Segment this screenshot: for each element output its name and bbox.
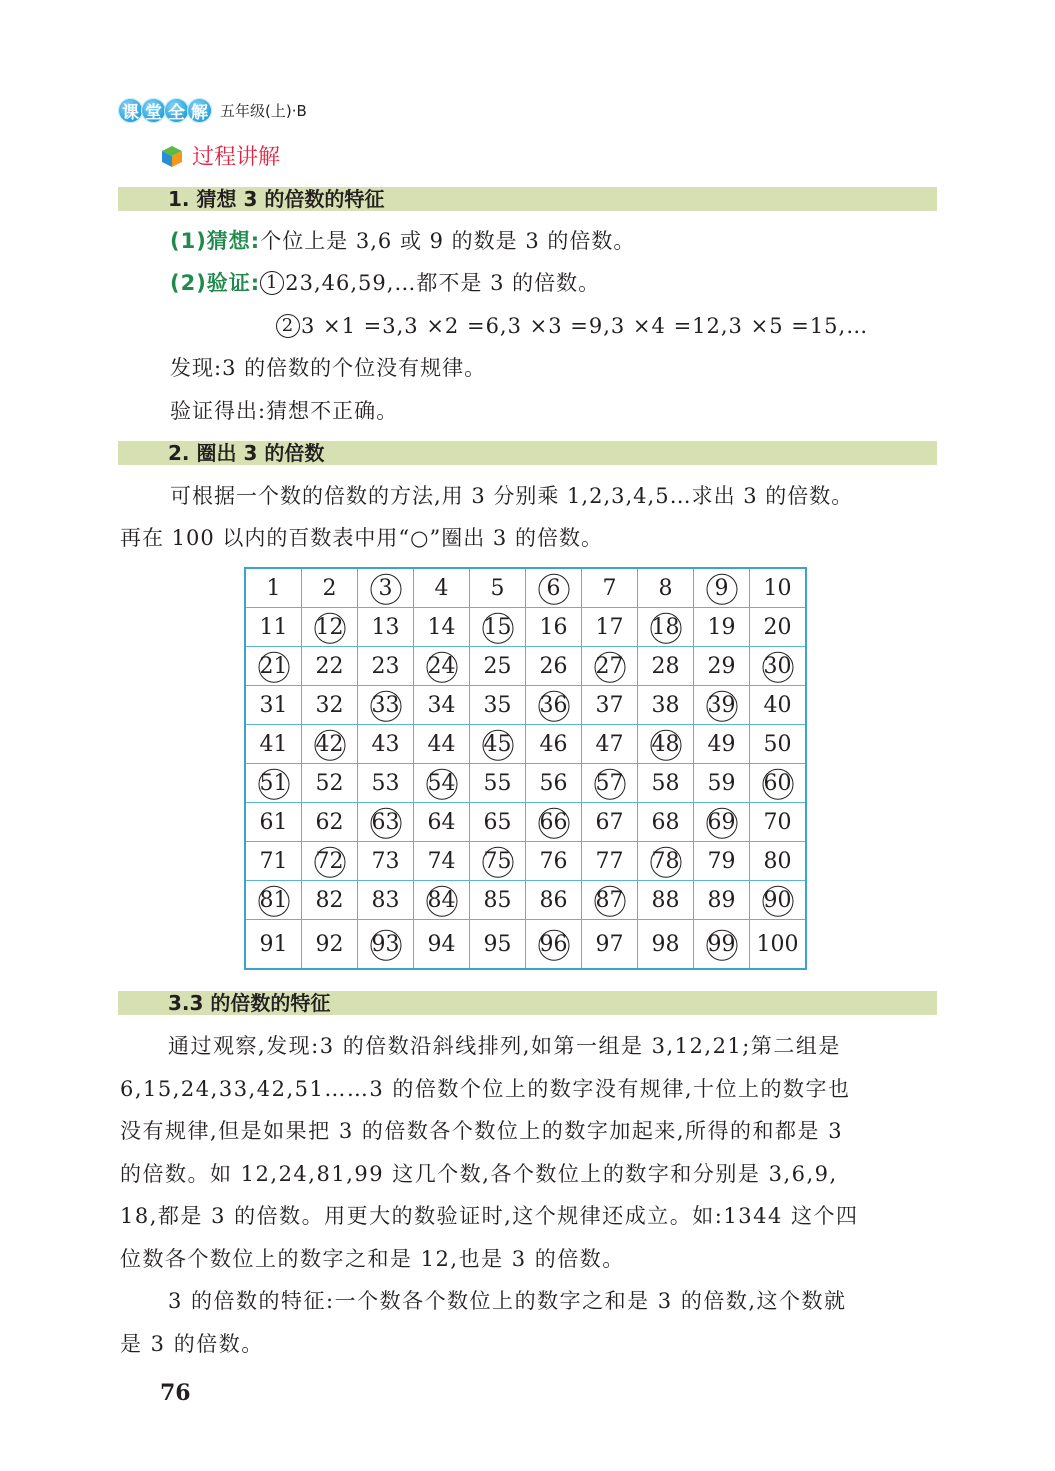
circled-number: 69 (707, 809, 736, 835)
circled-number: 27 (595, 653, 624, 679)
chart-cell (526, 608, 582, 647)
chart-cell (302, 647, 358, 686)
part1-band (118, 187, 937, 211)
number: 43 (371, 731, 400, 757)
chart-cell (358, 647, 414, 686)
chart-cell (470, 842, 526, 881)
circled-number: 42 (315, 731, 344, 757)
chart-cell (358, 842, 414, 881)
chart-cell (526, 725, 582, 764)
chart-cell (470, 881, 526, 920)
number: 77 (595, 848, 624, 874)
circled-number: 3 (378, 575, 393, 601)
chart-cell (694, 568, 750, 608)
chart-row (245, 647, 806, 686)
part2-band (118, 441, 937, 465)
number: 46 (539, 731, 568, 757)
chart-cell (470, 608, 526, 647)
chart-cell (414, 803, 470, 842)
number: 13 (371, 614, 400, 640)
number: 98 (651, 931, 680, 957)
chart-cell (245, 803, 302, 842)
number: 59 (707, 770, 736, 796)
number: 92 (315, 931, 344, 957)
chart-cell (750, 881, 807, 920)
chart-cell (582, 764, 638, 803)
circled-number: 24 (427, 653, 456, 679)
chart-cell (245, 608, 302, 647)
part1-heading: 1. 猜想 3 的倍数的特征 (168, 187, 385, 211)
number: 41 (259, 731, 288, 757)
number: 25 (483, 653, 512, 679)
chart-cell (302, 881, 358, 920)
number: 86 (539, 887, 568, 913)
chart-row (245, 764, 806, 803)
chart-cell (414, 881, 470, 920)
number: 53 (371, 770, 400, 796)
chart-row (245, 568, 806, 608)
para-line: 没有规律,但是如果把 3 的倍数各个数位上的数字加起来,所得的和都是 3 (120, 1119, 844, 1143)
guess-line (170, 227, 635, 255)
badge-char: 全 (164, 98, 189, 123)
number: 80 (763, 848, 792, 874)
chart-cell (302, 608, 358, 647)
number: 76 (539, 848, 568, 874)
chart-cell (750, 764, 807, 803)
number: 83 (371, 887, 400, 913)
series-badge (118, 98, 210, 123)
circled-number: 33 (371, 692, 400, 718)
circled-number: 21 (259, 653, 288, 679)
circled-number: 57 (595, 770, 624, 796)
circled-number: 51 (259, 770, 288, 796)
number: 10 (763, 575, 792, 601)
chart-cell (694, 725, 750, 764)
chart-cell (526, 568, 582, 608)
part3-paragraph-2 (120, 1280, 938, 1365)
circled-number: 75 (483, 848, 512, 874)
number: 16 (539, 614, 568, 640)
chart-cell (526, 647, 582, 686)
number: 29 (707, 653, 736, 679)
chart-cell (414, 920, 470, 970)
number: 49 (707, 731, 736, 757)
badge-char: 解 (187, 98, 212, 123)
number: 4 (434, 575, 449, 601)
part2-heading: 2. 圈出 3 的倍数 (168, 441, 325, 465)
chart-cell (750, 647, 807, 686)
chart-cell (694, 608, 750, 647)
chart-cell (638, 647, 694, 686)
guess-text: 个位上是 3,6 或 9 的数是 3 的倍数。 (260, 229, 636, 253)
number: 94 (427, 931, 456, 957)
chart-cell (638, 764, 694, 803)
part2-intro-line1: 可根据一个数的倍数的方法,用 3 分别乘 1,2,3,4,5…求出 3 的倍数。 (170, 484, 854, 508)
chart-cell (245, 920, 302, 970)
para-line: 6,15,24,33,42,51……3 的倍数个位上的数字没有规律,十位上的数字也 (120, 1076, 851, 1101)
chart-cell (414, 608, 470, 647)
number: 28 (651, 653, 680, 679)
number: 31 (259, 692, 288, 718)
chart-row (245, 920, 806, 970)
number: 55 (483, 770, 512, 796)
number: 20 (763, 614, 792, 640)
cube-icon (160, 144, 184, 168)
number: 73 (371, 848, 400, 874)
chart-cell (750, 842, 807, 881)
grade-label: 五年级(上)·B (220, 101, 307, 120)
circled-number: 48 (651, 731, 680, 757)
circled-number: 93 (371, 931, 400, 957)
badge-char: 课 (118, 98, 143, 123)
circled-number: 66 (539, 809, 568, 835)
number: 34 (427, 692, 456, 718)
circled-number: 84 (427, 887, 456, 913)
chart-cell (470, 764, 526, 803)
number: 61 (259, 809, 288, 835)
number: 64 (427, 809, 456, 835)
chart-cell (358, 568, 414, 608)
chart-cell (302, 568, 358, 608)
chart-cell (638, 842, 694, 881)
number: 62 (315, 809, 344, 835)
chart-cell (582, 920, 638, 970)
chart-cell (582, 568, 638, 608)
number: 47 (595, 731, 624, 757)
guess-label: (1)猜想: (170, 229, 261, 253)
chart-cell (694, 881, 750, 920)
circled-number: 63 (371, 809, 400, 835)
number: 89 (707, 887, 736, 913)
chart-cell (245, 686, 302, 725)
chart-cell (582, 881, 638, 920)
chart-cell (582, 686, 638, 725)
chart-cell (302, 764, 358, 803)
circled-number: 30 (763, 653, 792, 679)
circled-number: 54 (427, 770, 456, 796)
part2-intro-line2: 再在 100 以内的百数表中用“○”圈出 3 的倍数。 (120, 526, 603, 550)
finding-text: 发现:3 的倍数的个位没有规律。 (170, 356, 487, 380)
circled-number: 12 (315, 614, 344, 640)
chart-cell (638, 568, 694, 608)
chart-cell (750, 803, 807, 842)
chart-cell (245, 881, 302, 920)
number: 35 (483, 692, 512, 718)
chart-cell (638, 686, 694, 725)
number: 5 (490, 575, 505, 601)
part3-paragraph-1 (120, 1025, 938, 1280)
chart-cell (694, 764, 750, 803)
number: 32 (315, 692, 344, 718)
circled-number: 18 (651, 614, 680, 640)
circled-number: 60 (763, 770, 792, 796)
verify-2-text: 3 ×1 =3,3 ×2 =6,3 ×3 =9,3 ×4 =12,3 ×5 =15,… (301, 314, 869, 338)
number: 50 (763, 731, 792, 757)
chart-cell (526, 842, 582, 881)
chart-cell (694, 920, 750, 970)
circled-number: 9 (714, 575, 729, 601)
number: 85 (483, 887, 512, 913)
verify-label: (2)验证: (170, 271, 261, 295)
chart-cell (582, 842, 638, 881)
number: 58 (651, 770, 680, 796)
chart-row (245, 686, 806, 725)
chart-row (245, 881, 806, 920)
part3-band (118, 991, 937, 1015)
chart-cell (526, 881, 582, 920)
chart-cell (245, 764, 302, 803)
number: 100 (756, 931, 799, 957)
chart-cell (694, 842, 750, 881)
chart-cell (245, 725, 302, 764)
chart-cell (694, 647, 750, 686)
chart-cell (750, 920, 807, 970)
chart-cell (638, 608, 694, 647)
circled-number: 99 (707, 931, 736, 957)
circled-number: 45 (483, 731, 512, 757)
chart-cell (358, 803, 414, 842)
verify-line-1 (170, 269, 600, 297)
number: 38 (651, 692, 680, 718)
circled-marker-1: 1 (260, 271, 284, 295)
verify-1-text: 23,46,59,…都不是 3 的倍数。 (285, 271, 601, 295)
chart-cell (414, 568, 470, 608)
chart-cell (470, 803, 526, 842)
number: 70 (763, 809, 792, 835)
number: 91 (259, 931, 288, 957)
number: 1 (266, 575, 281, 601)
number: 23 (371, 653, 400, 679)
number: 79 (707, 848, 736, 874)
circled-number: 15 (483, 614, 512, 640)
number: 2 (322, 575, 337, 601)
chart-cell (302, 725, 358, 764)
chart-cell (358, 764, 414, 803)
chart-cell (302, 803, 358, 842)
chart-cell (694, 686, 750, 725)
chart-cell (582, 647, 638, 686)
chart-cell (358, 881, 414, 920)
chart-cell (750, 568, 807, 608)
chart-cell (245, 842, 302, 881)
number: 40 (763, 692, 792, 718)
section-heading (160, 140, 280, 171)
chart-cell (638, 920, 694, 970)
chart-cell (414, 842, 470, 881)
chart-cell (526, 686, 582, 725)
chart-cell (638, 803, 694, 842)
para-line: 位数各个数位上的数字之和是 12,也是 3 的倍数。 (120, 1246, 625, 1271)
chart-cell (302, 920, 358, 970)
number: 37 (595, 692, 624, 718)
number: 8 (658, 575, 673, 601)
circled-number: 39 (707, 692, 736, 718)
number: 52 (315, 770, 344, 796)
para-line: 18,都是 3 的倍数。用更大的数验证时,这个规律还成立。如:1344 这个四 (120, 1204, 859, 1228)
page-number: 76 (160, 1380, 191, 1406)
chart-cell (638, 725, 694, 764)
number: 68 (651, 809, 680, 835)
number: 67 (595, 809, 624, 835)
chart-cell (582, 725, 638, 764)
circled-number: 81 (259, 887, 288, 913)
circled-number: 6 (546, 575, 561, 601)
badge-char: 堂 (141, 98, 166, 123)
chart-cell (582, 803, 638, 842)
chart-cell (750, 686, 807, 725)
chart-cell (414, 686, 470, 725)
circled-number: 96 (539, 931, 568, 957)
chart-cell (470, 647, 526, 686)
section-title: 过程讲解 (192, 145, 281, 170)
chart-cell (245, 568, 302, 608)
number: 17 (595, 614, 624, 640)
number: 14 (427, 614, 456, 640)
para-line: 是 3 的倍数。 (120, 1331, 264, 1356)
number: 71 (259, 848, 288, 874)
chart-cell (358, 725, 414, 764)
circled-number: 78 (651, 848, 680, 874)
number: 97 (595, 931, 624, 957)
number: 95 (483, 931, 512, 957)
number: 7 (602, 575, 617, 601)
chart-cell (245, 647, 302, 686)
para-line: 通过观察,发现:3 的倍数沿斜线排列,如第一组是 3,12,21;第二组是 (168, 1034, 841, 1058)
circled-number: 36 (539, 692, 568, 718)
chart-cell (302, 686, 358, 725)
number: 65 (483, 809, 512, 835)
chart-cell (470, 920, 526, 970)
chart-cell (358, 920, 414, 970)
chart-cell (526, 764, 582, 803)
number: 74 (427, 848, 456, 874)
number: 56 (539, 770, 568, 796)
number: 26 (539, 653, 568, 679)
number: 19 (707, 614, 736, 640)
chart-cell (694, 803, 750, 842)
number: 22 (315, 653, 344, 679)
verify-line-2 (276, 312, 868, 340)
para-line: 的倍数。如 12,24,81,99 这几个数,各个数位上的数字和分别是 3,6,9, (120, 1161, 838, 1186)
chart-cell (414, 725, 470, 764)
chart-cell (582, 608, 638, 647)
chart-cell (470, 568, 526, 608)
circled-number: 72 (315, 848, 344, 874)
circled-number: 90 (763, 887, 792, 913)
conclusion-text: 验证得出:猜想不正确。 (170, 399, 399, 423)
chart-cell (470, 686, 526, 725)
chart-cell (750, 608, 807, 647)
chart-cell (750, 725, 807, 764)
circled-number: 87 (595, 887, 624, 913)
chart-row (245, 725, 806, 764)
number: 11 (259, 614, 288, 640)
chart-cell (526, 920, 582, 970)
para-line: 3 的倍数的特征:一个数各个数位上的数字之和是 3 的倍数,这个数就 (168, 1289, 847, 1313)
chart-cell (302, 842, 358, 881)
chart-row (245, 608, 806, 647)
chart-row (245, 842, 806, 881)
chart-cell (358, 608, 414, 647)
chart-cell (414, 764, 470, 803)
number: 44 (427, 731, 456, 757)
chart-cell (638, 881, 694, 920)
chart-cell (414, 647, 470, 686)
chart-cell (470, 725, 526, 764)
hundred-chart (244, 567, 807, 970)
number: 82 (315, 887, 344, 913)
chart-row (245, 803, 806, 842)
series-header (118, 96, 307, 124)
circled-marker-2: 2 (276, 314, 300, 338)
chart-cell (358, 686, 414, 725)
chart-cell (526, 803, 582, 842)
part3-heading: 3.3 的倍数的特征 (168, 991, 331, 1015)
number: 88 (651, 887, 680, 913)
